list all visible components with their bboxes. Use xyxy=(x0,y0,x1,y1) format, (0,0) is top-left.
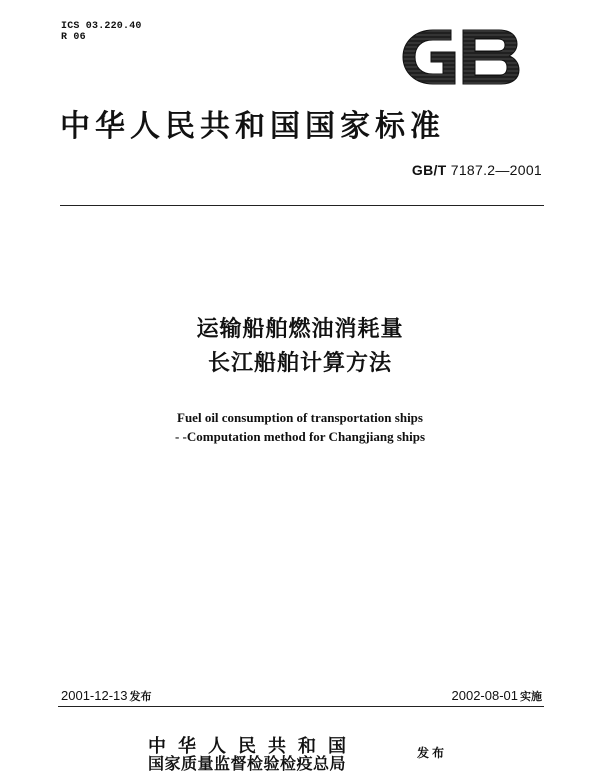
gb-logo xyxy=(399,22,523,92)
ccs-code: R 06 xyxy=(61,32,86,43)
english-title-line-1: Fuel oil consumption of transportation ships xyxy=(177,410,423,425)
chinese-title-line-1: 运输船舶燃油消耗量 xyxy=(196,317,404,342)
standard-kind-heading: 中华人民共和国国家标准 xyxy=(60,109,445,144)
top-divider xyxy=(60,205,544,206)
standard-number-value: 7187.2—2001 xyxy=(450,162,542,178)
issue-date-label: 发布 xyxy=(129,690,152,703)
publisher-line-1: 中华人民共和国 xyxy=(148,736,358,757)
implementation-date xyxy=(452,688,543,704)
implementation-date-value: 2002-08-01 xyxy=(451,688,518,703)
gb-logo-text: GB xyxy=(460,89,462,90)
publish-label: 发布 xyxy=(417,746,448,760)
issue-date-value: 2001-12-13 xyxy=(61,688,128,703)
bottom-divider xyxy=(58,706,544,707)
standard-number-prefix: GB/T xyxy=(411,162,447,178)
issue-date xyxy=(61,688,152,704)
publisher-line-2: 国家质量监督检验检疫总局 xyxy=(148,754,347,773)
standard-number xyxy=(412,162,542,178)
chinese-title-line-2: 长江船舶计算方法 xyxy=(207,351,392,376)
english-title-line-2: - -Computation method for Changjiang ships xyxy=(174,429,426,444)
ics-code: ICS 03.220.40 xyxy=(61,21,142,32)
implementation-date-label: 实施 xyxy=(520,690,542,703)
